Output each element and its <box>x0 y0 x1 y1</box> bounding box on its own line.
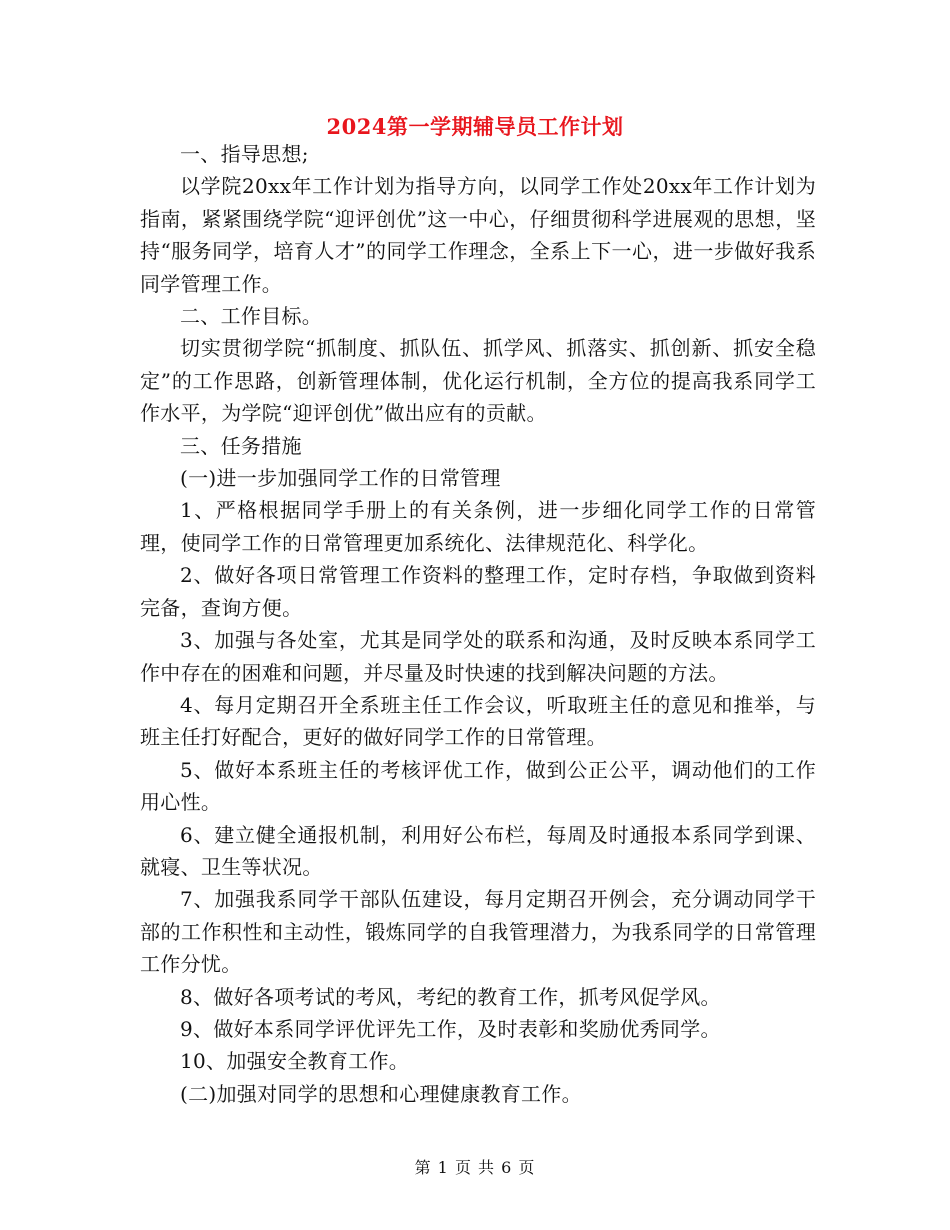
document-body <box>140 138 816 1110</box>
document-title: 2024第一学期辅导员工作计划 <box>326 114 624 139</box>
list-item-8: 8、做好各项考试的考风，考纪的教育工作，抓考风促学风。 <box>180 984 721 1009</box>
list-item-3: 3、加强与各处室，尤其是同学处的联系和沟通，及时反映本系同学工作中存在的困难和问题，并尽量及时快速的找到解决问题的方法。 <box>140 628 816 685</box>
heading-work-goals: 二、工作目标。 <box>180 304 323 329</box>
subheading-daily-management: (一)进一步加强同学工作的日常管理 <box>180 466 501 491</box>
heading-guiding-ideology: 一、指导思想; <box>180 142 309 166</box>
list-item-7: 7、加强我系同学干部队伍建设，每月定期召开例会，充分调动同学干部的工作积性和主动性，锻炼同学的自我管理潜力，为我系同学的日常管理工作分忧。 <box>140 887 816 977</box>
subheading-mental-health: (二)加强对同学的思想和心理健康教育工作。 <box>180 1081 582 1106</box>
heading-task-measures: 三、任务措施 <box>180 433 302 458</box>
list-item-9: 9、做好本系同学评优评先工作，及时表彰和奖励优秀同学。 <box>180 1016 721 1041</box>
list-item-4: 4、每月定期召开全系班主任工作会议，听取班主任的意见和推举，与班主任打好配合，更好的做好同学工作的日常管理。 <box>140 692 816 750</box>
list-item-6: 6、建立健全通报机制，利用好公布栏，每周及时通报本系同学到课、就寝、卫生等状况。 <box>140 822 816 879</box>
paragraph-work-goals: 切实贯彻学院“抓制度、抓队伍、抓学风、抓落实、抓创新、抓安全稳定”的工作思路，创新管理体制，优化运行机制，全方位的提高我系同学工作水平，为学院“迎评创优”做出应有的贡献。 <box>140 336 816 426</box>
paragraph-guiding-ideology: 以学院20xx年工作计划为指导方向，以同学工作处20xx年工作计划为指南，紧紧围绕学院“迎评创优”这一中心，仔细贯彻科学进展观的思想，坚持“服务同学，培育人才”的同学工作理念，全系上下一心，进一步做好我系同学管理工作。 <box>140 174 816 296</box>
list-item-5: 5、做好本系班主任的考核评优工作，做到公正公平，调动他们的工作用心性。 <box>140 757 816 815</box>
list-item-1: 1、严格根据同学手册上的有关条例，进一步细化同学工作的日常管理，使同学工作的日常管理更加系统化、法律规范化、科学化。 <box>140 498 816 555</box>
page-number-footer: 第 1 页 共 6 页 <box>414 1158 536 1177</box>
list-item-2: 2、做好各项日常管理工作资料的整理工作，定时存档，争取做到资料完备，查询方便。 <box>140 563 816 620</box>
list-item-10: 10、加强安全教育工作。 <box>180 1049 410 1074</box>
